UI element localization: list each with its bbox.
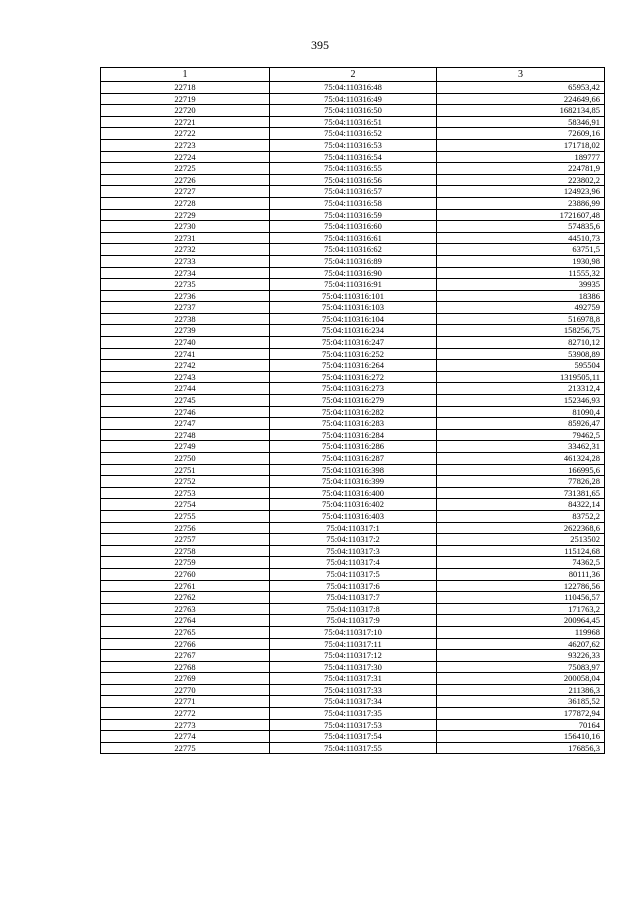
row-number-cell: 22767 xyxy=(101,650,270,662)
cadastral-number-cell: 75:04:110316:55 xyxy=(270,163,437,175)
cadastral-value-cell: 23886,99 xyxy=(437,197,605,209)
cadastral-number-cell: 75:04:110316:398 xyxy=(270,464,437,476)
cadastral-value-cell: 461324,28 xyxy=(437,453,605,465)
cadastral-number-cell: 75:04:110316:272 xyxy=(270,371,437,383)
cadastral-number-cell: 75:04:110317:6 xyxy=(270,580,437,592)
table-row xyxy=(101,580,605,592)
row-number-cell: 22768 xyxy=(101,661,270,673)
cadastral-number-cell: 75:04:110317:34 xyxy=(270,696,437,708)
cadastral-number-cell: 75:04:110316:53 xyxy=(270,139,437,151)
cadastral-value-cell: 124923,96 xyxy=(437,186,605,198)
cadastral-value-cell: 81090,4 xyxy=(437,406,605,418)
cadastral-number-cell: 75:04:110316:90 xyxy=(270,267,437,279)
row-number-cell: 22737 xyxy=(101,302,270,314)
cadastral-value-cell: 75083,97 xyxy=(437,661,605,673)
row-number-cell: 22730 xyxy=(101,221,270,233)
table-row xyxy=(101,244,605,256)
cadastral-value-cell: 63751,5 xyxy=(437,244,605,256)
cadastral-value-cell: 77826,28 xyxy=(437,476,605,488)
cadastral-value-cell: 74362,5 xyxy=(437,557,605,569)
cadastral-value-cell: 189777 xyxy=(437,151,605,163)
row-number-cell: 22773 xyxy=(101,719,270,731)
cadastral-value-cell: 223802,2 xyxy=(437,174,605,186)
cadastral-number-cell: 75:04:110316:60 xyxy=(270,221,437,233)
table-row xyxy=(101,731,605,743)
table-row xyxy=(101,418,605,430)
cadastral-value-cell: 18386 xyxy=(437,290,605,302)
row-number-cell: 22750 xyxy=(101,453,270,465)
row-number-cell: 22719 xyxy=(101,93,270,105)
row-number-cell: 22772 xyxy=(101,708,270,720)
table-row xyxy=(101,453,605,465)
cadastral-value-cell: 2622368,6 xyxy=(437,522,605,534)
cadastral-value-cell: 516978,8 xyxy=(437,313,605,325)
cadastral-number-cell: 75:04:110316:264 xyxy=(270,360,437,372)
table-row xyxy=(101,348,605,360)
cadastral-number-cell: 75:04:110316:234 xyxy=(270,325,437,337)
table-row xyxy=(101,429,605,441)
table-row xyxy=(101,615,605,627)
cadastral-number-cell: 75:04:110317:55 xyxy=(270,742,437,754)
cadastral-number-cell: 75:04:110317:4 xyxy=(270,557,437,569)
cadastral-value-cell: 595504 xyxy=(437,360,605,372)
table-row xyxy=(101,568,605,580)
row-number-cell: 22759 xyxy=(101,557,270,569)
table-row xyxy=(101,151,605,163)
cadastral-value-cell: 115124,68 xyxy=(437,545,605,557)
table-row xyxy=(101,313,605,325)
table-row xyxy=(101,603,605,615)
cadastral-number-cell: 75:04:110316:51 xyxy=(270,116,437,128)
table-row xyxy=(101,742,605,754)
table-row xyxy=(101,186,605,198)
table-row xyxy=(101,371,605,383)
cadastral-value-cell: 224781,9 xyxy=(437,163,605,175)
cadastral-number-cell: 75:04:110316:282 xyxy=(270,406,437,418)
cadastral-number-cell: 75:04:110316:48 xyxy=(270,82,437,94)
table-row xyxy=(101,139,605,151)
cadastral-number-cell: 75:04:110317:9 xyxy=(270,615,437,627)
table-row xyxy=(101,302,605,314)
table-row xyxy=(101,545,605,557)
cadastral-value-cell: 65953,42 xyxy=(437,82,605,94)
table-row xyxy=(101,221,605,233)
cadastral-value-cell: 33462,31 xyxy=(437,441,605,453)
row-number-cell: 22736 xyxy=(101,290,270,302)
row-number-cell: 22731 xyxy=(101,232,270,244)
cadastral-value-cell: 152346,93 xyxy=(437,395,605,407)
cadastral-number-cell: 75:04:110316:49 xyxy=(270,93,437,105)
table-header xyxy=(101,68,605,82)
row-number-cell: 22720 xyxy=(101,105,270,117)
row-number-cell: 22747 xyxy=(101,418,270,430)
row-number-cell: 22726 xyxy=(101,174,270,186)
row-number-cell: 22728 xyxy=(101,197,270,209)
table-row xyxy=(101,684,605,696)
row-number-cell: 22762 xyxy=(101,592,270,604)
table-row xyxy=(101,360,605,372)
cadastral-number-cell: 75:04:110316:284 xyxy=(270,429,437,441)
table-row xyxy=(101,626,605,638)
table-row xyxy=(101,232,605,244)
cadastral-number-cell: 75:04:110317:3 xyxy=(270,545,437,557)
row-number-cell: 22751 xyxy=(101,464,270,476)
cadastral-number-cell: 75:04:110316:103 xyxy=(270,302,437,314)
table-row xyxy=(101,163,605,175)
cadastral-value-cell: 53908,89 xyxy=(437,348,605,360)
cadastral-number-cell: 75:04:110316:61 xyxy=(270,232,437,244)
cadastral-number-cell: 75:04:110316:283 xyxy=(270,418,437,430)
cadastral-number-cell: 75:04:110316:104 xyxy=(270,313,437,325)
table-row xyxy=(101,638,605,650)
table-row xyxy=(101,267,605,279)
cadastral-number-cell: 75:04:110317:31 xyxy=(270,673,437,685)
row-number-cell: 22754 xyxy=(101,499,270,511)
cadastral-number-cell: 75:04:110317:30 xyxy=(270,661,437,673)
cadastral-number-cell: 75:04:110317:35 xyxy=(270,708,437,720)
cadastral-number-cell: 75:04:110317:7 xyxy=(270,592,437,604)
cadastral-value-cell: 574835,6 xyxy=(437,221,605,233)
cadastral-value-cell: 39935 xyxy=(437,279,605,291)
table-row xyxy=(101,476,605,488)
row-number-cell: 22734 xyxy=(101,267,270,279)
cadastral-value-cell: 211386,3 xyxy=(437,684,605,696)
row-number-cell: 22748 xyxy=(101,429,270,441)
column-header-cadastral-number: 2 xyxy=(270,68,437,82)
table-row xyxy=(101,719,605,731)
cadastral-number-cell: 75:04:110317:33 xyxy=(270,684,437,696)
cadastral-number-cell: 75:04:110316:287 xyxy=(270,453,437,465)
row-number-cell: 22727 xyxy=(101,186,270,198)
row-number-cell: 22755 xyxy=(101,510,270,522)
row-number-cell: 22766 xyxy=(101,638,270,650)
cadastral-value-cell: 176856,3 xyxy=(437,742,605,754)
table-row xyxy=(101,708,605,720)
row-number-cell: 22774 xyxy=(101,731,270,743)
row-number-cell: 22746 xyxy=(101,406,270,418)
row-number-cell: 22744 xyxy=(101,383,270,395)
cadastral-value-cell: 1319505,11 xyxy=(437,371,605,383)
cadastral-number-cell: 75:04:110316:54 xyxy=(270,151,437,163)
cadastral-value-cell: 85926,47 xyxy=(437,418,605,430)
table-row xyxy=(101,290,605,302)
row-number-cell: 22721 xyxy=(101,116,270,128)
row-number-cell: 22749 xyxy=(101,441,270,453)
row-number-cell: 22723 xyxy=(101,139,270,151)
cadastral-number-cell: 75:04:110317:8 xyxy=(270,603,437,615)
cadastral-value-cell: 171763,2 xyxy=(437,603,605,615)
table-row xyxy=(101,441,605,453)
cadastral-number-cell: 75:04:110316:62 xyxy=(270,244,437,256)
row-number-cell: 22757 xyxy=(101,534,270,546)
table-row xyxy=(101,93,605,105)
cadastral-value-cell: 83752,2 xyxy=(437,510,605,522)
cadastral-value-cell: 166995,6 xyxy=(437,464,605,476)
table-row xyxy=(101,325,605,337)
row-number-cell: 22738 xyxy=(101,313,270,325)
table-row xyxy=(101,337,605,349)
cadastral-value-cell: 1721607,48 xyxy=(437,209,605,221)
row-number-cell: 22760 xyxy=(101,568,270,580)
row-number-cell: 22741 xyxy=(101,348,270,360)
cadastral-value-cell: 122786,56 xyxy=(437,580,605,592)
page-number: 395 xyxy=(311,38,329,52)
table-row xyxy=(101,279,605,291)
cadastral-number-cell: 75:04:110317:53 xyxy=(270,719,437,731)
cadastral-value-cell: 213312,4 xyxy=(437,383,605,395)
cadastral-value-cell: 110456,57 xyxy=(437,592,605,604)
cadastral-value-cell: 171718,02 xyxy=(437,139,605,151)
table-row xyxy=(101,128,605,140)
cadastral-number-cell: 75:04:110316:403 xyxy=(270,510,437,522)
cadastral-number-cell: 75:04:110317:2 xyxy=(270,534,437,546)
cadastral-number-cell: 75:04:110317:10 xyxy=(270,626,437,638)
row-number-cell: 22722 xyxy=(101,128,270,140)
table-row xyxy=(101,673,605,685)
table-row xyxy=(101,406,605,418)
row-number-cell: 22756 xyxy=(101,522,270,534)
cadastral-value-cell: 224649,66 xyxy=(437,93,605,105)
cadastral-value-cell: 492759 xyxy=(437,302,605,314)
cadastral-value-cell: 11555,32 xyxy=(437,267,605,279)
table-row xyxy=(101,383,605,395)
row-number-cell: 22753 xyxy=(101,487,270,499)
cadastral-value-cell: 79462,5 xyxy=(437,429,605,441)
table-row xyxy=(101,661,605,673)
cadastral-value-cell: 119968 xyxy=(437,626,605,638)
cadastral-value-cell: 731381,65 xyxy=(437,487,605,499)
cadastral-number-cell: 75:04:110316:50 xyxy=(270,105,437,117)
cadastral-value-cell: 158256,75 xyxy=(437,325,605,337)
table-row xyxy=(101,395,605,407)
table-body xyxy=(101,82,605,754)
cadastral-number-cell: 75:04:110317:54 xyxy=(270,731,437,743)
cadastral-value-cell: 177872,94 xyxy=(437,708,605,720)
cadastral-number-cell: 75:04:110316:56 xyxy=(270,174,437,186)
cadastral-number-cell: 75:04:110316:286 xyxy=(270,441,437,453)
cadastral-number-cell: 75:04:110316:247 xyxy=(270,337,437,349)
cadastral-number-cell: 75:04:110316:59 xyxy=(270,209,437,221)
table-row xyxy=(101,255,605,267)
row-number-cell: 22745 xyxy=(101,395,270,407)
cadastral-number-cell: 75:04:110316:399 xyxy=(270,476,437,488)
row-number-cell: 22775 xyxy=(101,742,270,754)
row-number-cell: 22770 xyxy=(101,684,270,696)
cadastral-value-cell: 46207,62 xyxy=(437,638,605,650)
row-number-cell: 22735 xyxy=(101,279,270,291)
cadastral-value-cell: 1930,98 xyxy=(437,255,605,267)
cadastral-number-cell: 75:04:110317:1 xyxy=(270,522,437,534)
table-row xyxy=(101,650,605,662)
cadastral-number-cell: 75:04:110316:252 xyxy=(270,348,437,360)
row-number-cell: 22769 xyxy=(101,673,270,685)
row-number-cell: 22733 xyxy=(101,255,270,267)
cadastral-value-cell: 200058,04 xyxy=(437,673,605,685)
cadastral-number-cell: 75:04:110316:58 xyxy=(270,197,437,209)
row-number-cell: 22725 xyxy=(101,163,270,175)
table-row xyxy=(101,209,605,221)
cadastral-number-cell: 75:04:110316:400 xyxy=(270,487,437,499)
cadastral-value-table xyxy=(100,67,605,754)
table-row xyxy=(101,557,605,569)
cadastral-number-cell: 75:04:110316:91 xyxy=(270,279,437,291)
row-number-cell: 22742 xyxy=(101,360,270,372)
row-number-cell: 22752 xyxy=(101,476,270,488)
cadastral-value-cell: 72609,16 xyxy=(437,128,605,140)
row-number-cell: 22729 xyxy=(101,209,270,221)
cadastral-value-cell: 58346,91 xyxy=(437,116,605,128)
row-number-cell: 22761 xyxy=(101,580,270,592)
cadastral-value-cell: 82710,12 xyxy=(437,337,605,349)
row-number-cell: 22764 xyxy=(101,615,270,627)
cadastral-number-cell: 75:04:110316:279 xyxy=(270,395,437,407)
table-row xyxy=(101,82,605,94)
row-number-cell: 22765 xyxy=(101,626,270,638)
cadastral-value-cell: 36185,52 xyxy=(437,696,605,708)
row-number-cell: 22771 xyxy=(101,696,270,708)
table-row xyxy=(101,174,605,186)
table-row xyxy=(101,696,605,708)
row-number-cell: 22740 xyxy=(101,337,270,349)
cadastral-value-cell: 93226,33 xyxy=(437,650,605,662)
cadastral-number-cell: 75:04:110316:89 xyxy=(270,255,437,267)
table-row xyxy=(101,499,605,511)
cadastral-value-cell: 1682134,85 xyxy=(437,105,605,117)
cadastral-number-cell: 75:04:110316:101 xyxy=(270,290,437,302)
cadastral-number-cell: 75:04:110316:52 xyxy=(270,128,437,140)
header-row xyxy=(101,68,605,82)
table-row xyxy=(101,105,605,117)
cadastral-number-cell: 75:04:110317:12 xyxy=(270,650,437,662)
cadastral-number-cell: 75:04:110316:273 xyxy=(270,383,437,395)
table-row xyxy=(101,510,605,522)
cadastral-number-cell: 75:04:110317:11 xyxy=(270,638,437,650)
cadastral-number-cell: 75:04:110316:402 xyxy=(270,499,437,511)
column-header-number: 1 xyxy=(101,68,270,82)
cadastral-value-cell: 156410,16 xyxy=(437,731,605,743)
table-row xyxy=(101,197,605,209)
cadastral-value-cell: 70164 xyxy=(437,719,605,731)
table-row xyxy=(101,116,605,128)
cadastral-value-cell: 44510,73 xyxy=(437,232,605,244)
row-number-cell: 22758 xyxy=(101,545,270,557)
row-number-cell: 22763 xyxy=(101,603,270,615)
table-row xyxy=(101,464,605,476)
row-number-cell: 22732 xyxy=(101,244,270,256)
row-number-cell: 22724 xyxy=(101,151,270,163)
row-number-cell: 22718 xyxy=(101,82,270,94)
row-number-cell: 22743 xyxy=(101,371,270,383)
cadastral-value-cell: 2513502 xyxy=(437,534,605,546)
cadastral-number-cell: 75:04:110317:5 xyxy=(270,568,437,580)
table-row xyxy=(101,592,605,604)
column-header-value: 3 xyxy=(437,68,605,82)
cadastral-value-cell: 84322,14 xyxy=(437,499,605,511)
cadastral-value-cell: 80111,36 xyxy=(437,568,605,580)
row-number-cell: 22739 xyxy=(101,325,270,337)
table-row xyxy=(101,522,605,534)
table-row xyxy=(101,487,605,499)
table-row xyxy=(101,534,605,546)
cadastral-value-cell: 200964,45 xyxy=(437,615,605,627)
cadastral-number-cell: 75:04:110316:57 xyxy=(270,186,437,198)
